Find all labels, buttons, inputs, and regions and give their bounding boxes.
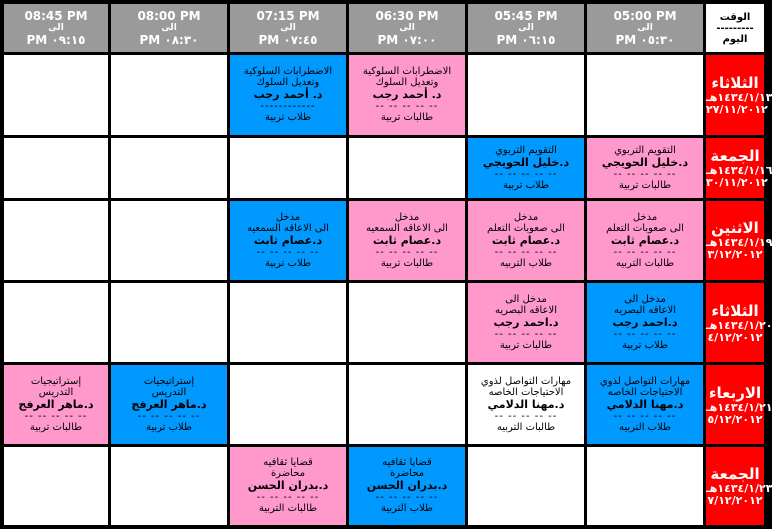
course-subtitle: الى الاعاقه السمعيه: [247, 222, 329, 234]
gregorian-date: ٢٧/١١/٢٠١٢: [706, 102, 768, 116]
empty-cell: [111, 201, 227, 280]
course-cell: [468, 283, 584, 362]
instructor-name: د.عصام ثابت: [610, 233, 680, 247]
separator: -- -- -- -- --: [24, 411, 88, 422]
course-subtitle: وتعديل السلوك: [375, 77, 439, 89]
day-cell: [706, 365, 772, 443]
separator: -- -- -- -- --: [375, 492, 439, 504]
course-title: مهارات التواصل لذوي: [480, 376, 572, 387]
audience-label: طلاب تربية: [503, 179, 549, 191]
course-title: الاضطرابات السلوكية: [243, 66, 333, 78]
course-cell: [587, 365, 703, 443]
day-cell: [706, 138, 772, 198]
separator: -- -- -- -- --: [375, 246, 439, 258]
separator: -- -- -- -- --: [494, 246, 558, 258]
day-row: [4, 283, 764, 362]
separator: -- -- -- -- --: [613, 329, 677, 341]
slot-header: 08:00 PM الى PM ٠٨:٣٠: [111, 4, 227, 52]
course-cell: [4, 365, 108, 443]
audience-label: طلاب التربيه: [618, 422, 672, 433]
course-subtitle: محاضرة: [270, 468, 306, 480]
day-row: [4, 201, 764, 280]
day-cell: [706, 283, 772, 362]
day-row: [4, 447, 764, 525]
course-title: التقويم التربوي: [614, 144, 676, 156]
day-name: الجمعة: [710, 464, 760, 483]
course-subtitle: الاعاقه البصريه: [614, 305, 676, 317]
empty-cell: [111, 447, 227, 525]
instructor-name: د. أحمد رجب: [372, 88, 442, 102]
day-row: [4, 365, 764, 443]
empty-cell: [4, 138, 108, 198]
course-title: الاضطرابات السلوكية: [362, 66, 452, 78]
audience-label: طلاب التربية: [380, 503, 434, 515]
course-cell: [587, 138, 703, 198]
course-cell: [230, 55, 346, 134]
course-subtitle: التدريس: [151, 387, 187, 398]
course-title: قضايا ثقافيه: [263, 457, 313, 469]
hijri-date: ١٤٣٤/١/١٦هـ: [706, 163, 772, 177]
course-cell: [349, 447, 465, 525]
course-subtitle: الاحتياجات الخاصه: [607, 387, 683, 398]
course-subtitle: الى الاعاقه السمعيه: [366, 222, 448, 234]
separator: -- -- -- -- --: [613, 411, 677, 422]
empty-cell: [587, 447, 703, 525]
hijri-date: ١٤٣٤/١/٢٠هـ: [706, 318, 772, 332]
course-subtitle: التدريس: [38, 387, 74, 398]
day-name: الاربعاء: [708, 383, 762, 402]
course-cell: [349, 201, 465, 280]
course-cell: [468, 201, 584, 280]
audience-label: طالبات التربيه: [496, 422, 556, 433]
instructor-name: د.مهنا الدلامي: [487, 398, 565, 411]
course-cell: [230, 201, 346, 280]
course-cell: [111, 365, 227, 443]
empty-cell: [349, 365, 465, 443]
instructor-name: د.احمد رجب: [612, 316, 678, 330]
audience-label: طالبات تربية: [499, 340, 553, 352]
instructor-name: د.خليل الحويجي: [601, 155, 689, 169]
course-title: مدخل: [513, 211, 539, 223]
empty-cell: [349, 283, 465, 362]
course-title: إستراتيجيات: [143, 376, 195, 387]
corner-header: الوقت --------- اليوم: [706, 4, 764, 52]
course-subtitle: الاحتياجات الخاصه: [488, 387, 564, 398]
header-row: [4, 4, 764, 52]
separator: -- -- -- -- --: [613, 246, 677, 258]
audience-label: طالبات تربية: [29, 422, 83, 433]
instructor-name: د.خليل الحويجي: [482, 155, 570, 169]
empty-cell: [230, 138, 346, 198]
day-name: الثلاثاء: [711, 301, 759, 320]
empty-cell: [230, 283, 346, 362]
instructor-name: د.بدران الحسن: [247, 479, 329, 493]
schedule-table: [1, 1, 772, 528]
instructor-name: د.عصام ثابت: [253, 233, 323, 247]
course-subtitle: الاعاقه البصريه: [495, 305, 557, 317]
day-name: الجمعة: [710, 146, 760, 165]
audience-label: طالبات التربيه: [615, 257, 675, 269]
course-title: قضايا ثقافيه: [382, 457, 432, 469]
empty-cell: [111, 283, 227, 362]
hijri-date: ١٤٣٤/١/١٩هـ: [706, 236, 772, 250]
audience-label: طالبات تربية: [380, 257, 434, 269]
day-name: الثلاثاء: [711, 73, 759, 92]
separator: -- -- -- -- --: [494, 329, 558, 341]
course-title: مدخل: [275, 211, 301, 223]
audience-label: طلاب تربية: [622, 340, 668, 352]
gregorian-date: ٤/١٢/٢٠١٢: [707, 330, 763, 344]
audience-label: طلاب التربيه: [499, 257, 553, 269]
slot-header: 05:00 PM الى PM ٠٥:٣٠: [587, 4, 703, 52]
course-subtitle: وتعديل السلوك: [256, 77, 320, 89]
audience-label: طالبات التربية: [258, 503, 318, 515]
audience-label: طالبات تربية: [380, 112, 434, 124]
day-name: الاثنين: [711, 219, 759, 238]
day-cell: [706, 55, 772, 134]
slot-header: 06:30 PM الى PM ٠٧:٠٠: [349, 4, 465, 52]
audience-label: طلاب تربية: [265, 112, 311, 124]
empty-cell: [111, 138, 227, 198]
instructor-name: د.احمد رجب: [493, 316, 559, 330]
separator: ------------: [260, 101, 316, 113]
separator: -- -- -- -- --: [494, 168, 558, 180]
empty-cell: [468, 55, 584, 134]
hijri-date: ١٤٣٤/١/٢٣هـ: [706, 481, 772, 495]
course-cell: [587, 283, 703, 362]
day-cell: [706, 201, 772, 280]
slot-header: 05:45 PM الى PM ٠٦:١٥: [468, 4, 584, 52]
course-title: مدخل: [394, 211, 420, 223]
separator: -- -- -- -- --: [256, 246, 320, 258]
hijri-date: ١٤٣٤/١/٢١هـ: [706, 400, 772, 414]
course-title: مدخل الى: [505, 294, 547, 306]
empty-cell: [230, 365, 346, 443]
day-row: [4, 138, 764, 198]
empty-cell: [468, 447, 584, 525]
instructor-name: د. أحمد رجب: [253, 88, 323, 102]
course-title: مدخل الى: [624, 294, 666, 306]
gregorian-date: ٣/١٢/٢٠١٢: [707, 248, 763, 262]
course-title: إستراتيجيات: [30, 376, 82, 387]
day-cell: [706, 447, 772, 525]
audience-label: طلاب تربية: [265, 257, 311, 269]
course-subtitle: الى صعوبات التعلم: [606, 222, 684, 234]
instructor-name: د.مهنا الدلامي: [606, 398, 684, 411]
gregorian-date: ٣٠/١١/٢٠١٢: [706, 175, 768, 189]
instructor-name: د.عصام ثابت: [491, 233, 561, 247]
course-subtitle: محاضرة: [389, 468, 425, 480]
day-row: [4, 55, 764, 134]
instructor-name: د.ماهر العرفج: [18, 398, 94, 411]
separator: -- -- -- -- --: [613, 168, 677, 180]
empty-cell: [587, 55, 703, 134]
course-subtitle: الى صعوبات التعلم: [487, 222, 565, 234]
empty-cell: [349, 138, 465, 198]
empty-cell: [111, 55, 227, 134]
gregorian-date: ٥/١٢/٢٠١٢: [707, 412, 763, 426]
course-title: مهارات التواصل لذوي: [599, 376, 691, 387]
course-cell: [468, 365, 584, 443]
course-cell: [468, 138, 584, 198]
slot-header: 07:15 PM الى PM ٠٧:٤٥: [230, 4, 346, 52]
separator: -- -- -- -- --: [375, 101, 439, 113]
empty-cell: [4, 55, 108, 134]
gregorian-date: ٧/١٢/٢٠١٢: [707, 493, 763, 507]
separator: -- -- -- -- --: [256, 492, 320, 504]
empty-cell: [4, 201, 108, 280]
course-title: التقويم التربوي: [495, 144, 557, 156]
instructor-name: د.عصام ثابت: [372, 233, 442, 247]
course-cell: [230, 447, 346, 525]
empty-cell: [4, 447, 108, 525]
hijri-date: ١٤٣٤/١/١٣هـ: [706, 90, 772, 104]
separator: -- -- -- -- --: [494, 411, 558, 422]
audience-label: طلاب تربية: [146, 422, 192, 433]
audience-label: طالبات تربية: [618, 179, 672, 191]
instructor-name: د.ماهر العرفج: [131, 398, 207, 411]
empty-cell: [4, 283, 108, 362]
slot-header: 08:45 PM الى PM ٠٩:١٥: [4, 4, 108, 52]
course-title: مدخل: [632, 211, 658, 223]
instructor-name: د.بدران الحسن: [366, 479, 448, 493]
course-cell: [587, 201, 703, 280]
separator: -- -- -- -- --: [137, 411, 201, 422]
course-cell: [349, 55, 465, 134]
